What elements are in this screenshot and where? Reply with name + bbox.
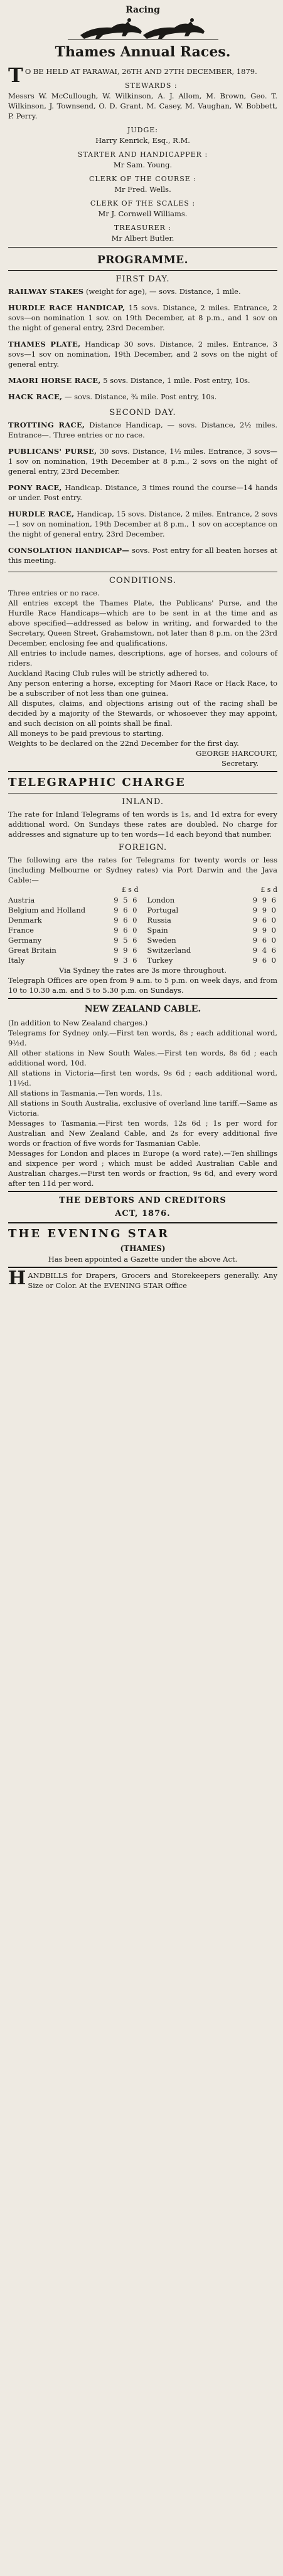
condition-item: Any person entering a horse, excepting for Maori Race or Hack Race, to be a subscriber of not less than one guinea. (8, 679, 277, 698)
evening-star-subtitle: (THAMES) (120, 1244, 166, 1253)
race-intro: TO BE HELD AT PARAWAI, 26TH AND 27TH DECEMBER, 1879. (8, 63, 257, 87)
evening-star-text: Has been appointed a Gazette under the above Act. (48, 1255, 238, 1264)
clerk-course-label: CLERK OF THE COURSE : (88, 175, 197, 183)
signature-name: GEORGE HARCOURT, (196, 749, 277, 758)
foreign-text: The following are the rates for Telegrams for twenty words or less (including Melbourne or Sydney rates) via Port Darwin and the Java Cable:— (8, 856, 277, 884)
via-sydney-note: Via Sydney the rates are 3s more throughout. (59, 966, 227, 975)
condition-item: Three entries or no race. (8, 589, 100, 597)
rate-row: Great Britain 9 9 6 (8, 946, 139, 955)
rates-right (147, 885, 278, 965)
condition-item: All disputes, claims, and objections arising out of the racing shall be decided by a majority of the Stewards, or whosoever they may appoint, and such decision on all points shall be final. (8, 699, 277, 728)
race-event: MAORI HORSE RACE, 5 sovs. Distance, 1 mile. Post entry, 10s. (8, 376, 250, 385)
starter-label: STARTER AND HANDICAPPER : (77, 150, 208, 159)
divider (8, 1267, 277, 1268)
nz-cable-paragraph: All stations in South Australia, exclusive of overland line tariff.—Same as Victoria. (8, 1099, 277, 1118)
foreign-heading: FOREIGN. (118, 843, 168, 852)
clerk-course-name: Mr Fred. Wells. (114, 185, 171, 194)
second-day-heading: SECOND DAY. (109, 408, 176, 417)
race-event: PONY RACE, Handicap. Distance, 3 times round the course—14 hands or under. Post entry. (8, 483, 277, 502)
nz-cable-paragraph: Messages to Tasmania.—First ten words, 12s 6d ; 1s per word for Australian and New Zealand Cable, and 2s for every additional five words or fraction of five words for Tasmanian Cable. (8, 1119, 277, 1148)
nz-cable-paragraph: All stations in Tasmania.—Ten words, 11s. (8, 1089, 163, 1097)
divider (8, 998, 277, 999)
rate-row: Sweden 9 6 0 (147, 936, 277, 945)
nz-cable-heading: NEW ZEALAND CABLE. (84, 1004, 201, 1014)
divider (8, 1222, 277, 1223)
judge-name: Harry Kenrick, Esq., R.M. (95, 136, 190, 145)
stewards-list: Messrs W. McCullough, W. Wilkinson, A. J. Allom, M. Brown, Geo. T. Wilkinson, J. Townsend, O. D. Grant, M. Casey, M. Vaughan, W. Bobbett, P. Perry. (8, 92, 277, 120)
race-event: THAMES PLATE, Handicap 30 sovs. Distance, 2 miles. Entrance, 3 sovs—1 sov on nomination, 19th December, and 2 sovs on the night of general entry. (8, 340, 278, 369)
rate-row: Turkey 9 6 0 (147, 956, 277, 965)
rate-row: France 9 6 0 (8, 926, 139, 935)
race-event: CONSOLATION HANDICAP— sovs. Post entry for all beaten horses at this meeting. (8, 546, 278, 565)
conditions-list (8, 588, 277, 748)
race-event: TROTTING RACE, Distance Handicap, — sovs. Distance, 2½ miles. Entrance—. Three entries or no race. (8, 421, 277, 439)
starter-name: Mr Sam. Young. (113, 160, 173, 169)
clerk-scales-label: CLERK OF THE SCALES : (90, 199, 196, 207)
first-day-events (8, 286, 277, 402)
condition-item: All entries except the Thames Plate, the Publicans' Purse, and the Hurdle Race Handicaps—which are to be sent in at the time and as above specified—addressed as below in writing, and forwarded to the Secretary, Queen Street, Grahamstown, not later than 8 p.m. on the 23rd December, enclosing fee and qualifications. (8, 599, 277, 647)
race-event: HACK RACE, — sovs. Distance, ¾ mile. Post entry, 10s. (8, 392, 217, 401)
race-title: Thames Annual Races. (55, 44, 231, 60)
rate-row: Austria 9 5 6 (8, 896, 139, 904)
handbills-ad: HANDBILLS for Drapers, Grocers and Storekeepers generally. Any Size or Color. At the EVENING STAR Office (8, 1267, 277, 1290)
currency-header: £ s d (260, 886, 277, 894)
rate-row: London 9 9 6 (147, 896, 277, 904)
rate-row: Portugal 9 9 0 (147, 906, 277, 914)
nz-cable-paragraph: (In addition to New Zealand charges.) (8, 1018, 148, 1027)
divider (8, 247, 277, 248)
inland-heading: INLAND. (122, 797, 164, 807)
telegraph-heading: TELEGRAPHIC CHARGE (8, 776, 186, 789)
stewards-label: STEWARDS : (125, 81, 178, 90)
debtors-act: ACT, 1876. (115, 1209, 171, 1218)
race-event: RAILWAY STAKES (weight for age), — sovs. Distance, 1 mile. (8, 287, 241, 296)
divider (8, 1191, 277, 1192)
treasurer-label: TREASURER : (114, 224, 172, 232)
nz-cable-paragraph: Telegrams for Sydney only.—First ten words, 8s ; each additional word, 9½d. (8, 1029, 277, 1047)
first-day-heading: FIRST DAY. (115, 275, 170, 284)
racing-section-label: Racing (125, 5, 160, 15)
race-event: HURDLE RACE, Handicap, 15 sovs. Distance, 2 miles. Entrance, 2 sovs—1 sov on nomination, 19th December at 8 p.m., 1 sov on acceptance on the night of general entry, 23rd December. (8, 510, 278, 538)
office-hours: Telegraph Offices are open from 9 a.m. to 5 p.m. on week days, and from 10 to 10.30 a.m. and 5 to 5.30 p.m. on Sundays. (8, 976, 277, 995)
second-day-events (8, 420, 277, 565)
nz-cable-paragraph: All other stations in New South Wales.—First ten words, 8s 6d ; each additional word, 10d. (8, 1049, 277, 1067)
rate-row: Spain 9 9 0 (147, 926, 277, 935)
clerk-scales-name: Mr J. Cornwell Williams. (98, 209, 188, 218)
nz-cable-text (8, 1018, 277, 1188)
rate-row: Germany 9 5 6 (8, 936, 139, 945)
rate-row: Italy 9 3 6 (8, 956, 139, 965)
programme-heading: PROGRAMME. (97, 254, 189, 266)
rates-left (8, 885, 139, 965)
debtors-heading: THE DEBTORS AND CREDITORS (59, 1196, 227, 1205)
rate-row: Denmark 9 6 0 (8, 916, 139, 924)
rate-row: Russia 9 6 0 (147, 916, 277, 924)
nz-cable-paragraph: Messages for London and places in Europe (a word rate).—Ten shillings and sixpence per word ; which must be added Australian Cable and Australian charges.—First ten words or fraction, 9s 6d, and every word after ten 11d per word. (8, 1149, 277, 1188)
rate-row: Belgium and Holland 9 6 0 (8, 906, 139, 914)
condition-item: Weights to be declared on the 22nd December for the first day. (8, 739, 239, 748)
condition-item: Auckland Racing Club rules will be strictly adhered to. (8, 669, 209, 678)
race-event: PUBLICANS' PURSE, 30 sovs. Distance, 1½ miles. Entrance, 3 sovs—1 sov on nomination, 19th December at 8 p.m., 2 sovs on the night of general entry, 23rd December. (8, 447, 277, 476)
evening-star-title: THE EVENING STAR (8, 1227, 170, 1240)
rates-table (8, 885, 277, 965)
inland-text: The rate for Inland Telegrams of ten words is 1s, and 1d extra for every additional word. On Sundays these rates are doubled. No charge for addresses and signature up to ten words—1d each beyond that number. (8, 810, 277, 839)
rate-row: Switzerland 9 4 6 (147, 946, 277, 955)
divider (8, 771, 277, 772)
signature-role: Secretary. (221, 759, 259, 768)
divider (8, 270, 277, 271)
nz-cable-paragraph: All stations in Victoria—first ten words, 9s 6d ; each additional word, 11½d. (8, 1069, 277, 1087)
conditions-heading: CONDITIONS. (109, 576, 176, 585)
condition-item: All moneys to be paid previous to starting. (8, 729, 164, 738)
currency-header: £ s d (121, 886, 139, 894)
race-event: HURDLE RACE HANDICAP, 15 sovs. Distance, 2 miles. Entrance, 2 sovs—on nomination 1 sov. on 19th December, at 8 p.m., and 1 sov on the night of general entry, 23rd December. (8, 303, 277, 332)
treasurer-name: Mr Albert Butler. (111, 234, 174, 243)
condition-item: All entries to include names, descriptions, age of horses, and colours of riders. (8, 649, 277, 668)
racehorse-icon (68, 18, 218, 40)
judge-label: JUDGE: (127, 126, 159, 134)
